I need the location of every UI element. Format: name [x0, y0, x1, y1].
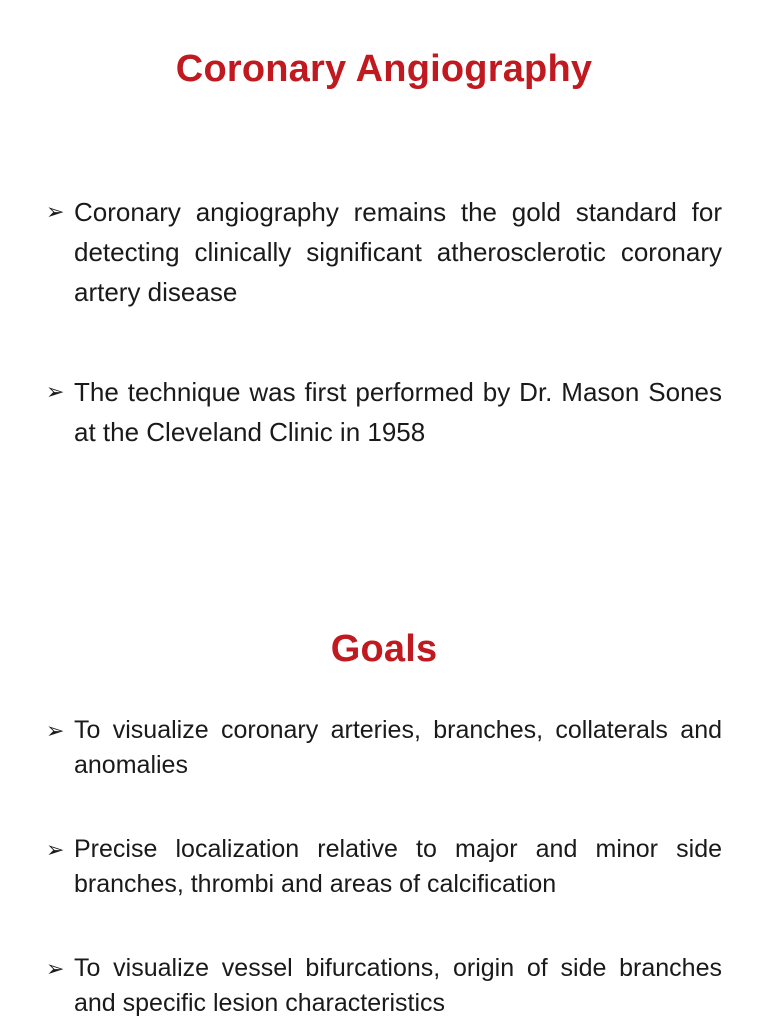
list-item: [46, 372, 722, 452]
list-item-text: The technique was first performed by Dr. Mason Sones at the Cleveland Clinic in 1958: [74, 377, 722, 447]
list-item: [46, 951, 722, 1021]
page-title: Coronary Angiography: [175, 48, 593, 90]
arrowhead-bullet-icon: ➢: [46, 956, 65, 981]
arrowhead-bullet-icon: ➢: [46, 837, 65, 862]
arrowhead-bullet-icon: ➢: [46, 199, 65, 224]
list-item-text: Coronary angiography remains the gold standard for detecting clinically significant atherosclerotic coronary artery disease: [74, 197, 722, 307]
slide-goals: [0, 560, 768, 1024]
list-item-text: To visualize vessel bifurcations, origin of side branches and specific lesion characteristics: [74, 954, 722, 1017]
list-item-text: Precise localization relative to major and minor side branches, thrombi and areas of calcification: [74, 835, 722, 898]
list-item-text: To visualize coronary arteries, branches, collaterals and anomalies: [74, 716, 722, 779]
arrowhead-bullet-icon: ➢: [46, 718, 65, 743]
section-title: Goals: [330, 628, 438, 670]
list-item: [46, 713, 722, 783]
arrowhead-bullet-icon: ➢: [46, 379, 65, 404]
list-item: [46, 832, 722, 902]
list-item: [46, 192, 722, 312]
